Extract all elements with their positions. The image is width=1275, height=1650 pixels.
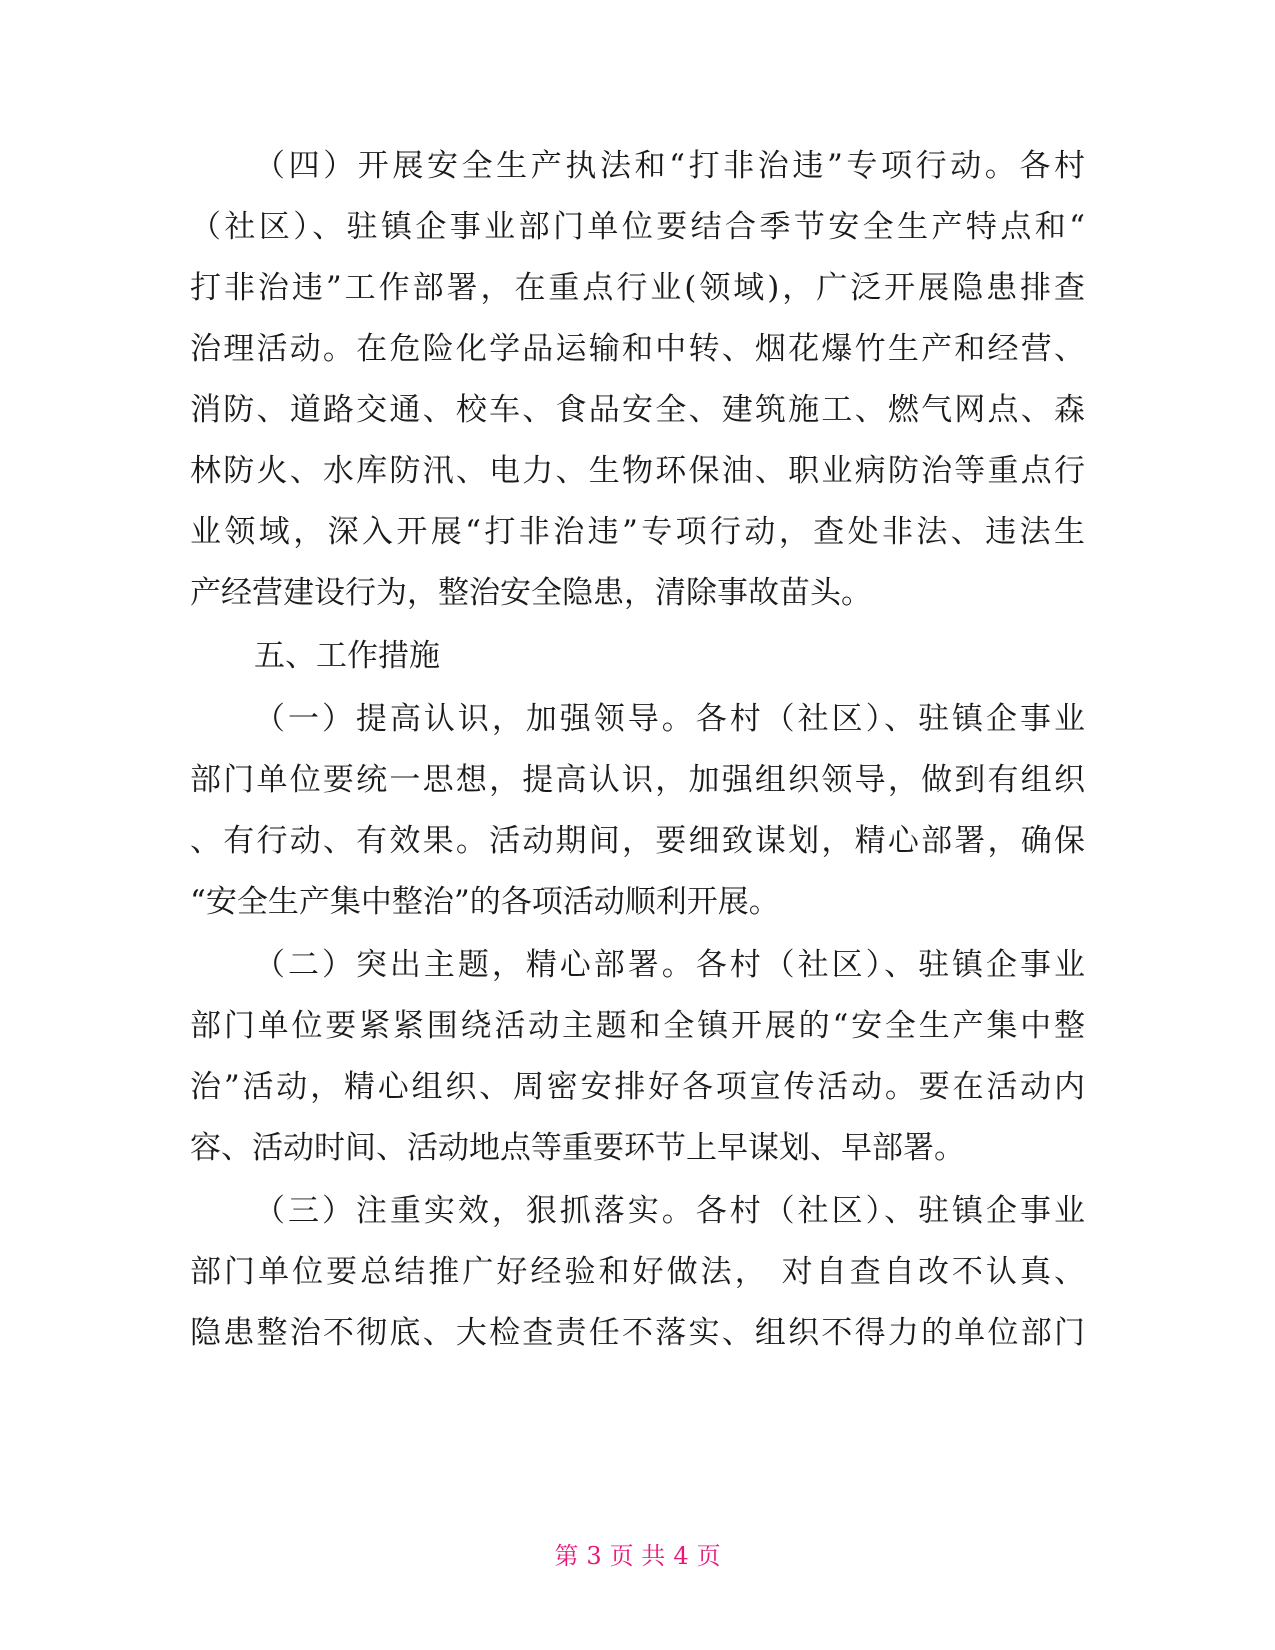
paragraph-line: 部门单位要总结推广好经验和好做法， 对自查自改不认真、 [190, 1254, 1085, 1290]
paragraph-line: 业领域，深入开展“打非治违”专项行动，查处非法、违法生 [190, 514, 1085, 550]
paragraph-line: 、有行动、有效果。活动期间，要细致谋划，精心部署，确保 [190, 823, 1085, 859]
footer-middle: 页 共 [609, 1542, 666, 1570]
paragraph-line: 部门单位要统一思想，提高认识，加强组织领导，做到有组织 [190, 762, 1085, 798]
paragraph-line: 治”活动，精心组织、周密安排好各项宣传活动。要在活动内 [190, 1069, 1085, 1105]
paragraph-line: 隐患整治不彻底、大检查责任不落实、组织不得力的单位部门 [190, 1315, 1085, 1351]
paragraph-line: （一）提高认识，加强领导。各村（社区）、驻镇企事业 [254, 701, 1085, 737]
footer-prefix: 第 [554, 1542, 579, 1570]
footer-total-pages: 4 [673, 1542, 689, 1570]
paragraph-line: 林防火、水库防汛、电力、生物环保油、职业病防治等重点行 [190, 453, 1085, 489]
paragraph-line: 产经营建设行为，整治安全隐患，清除事故苗头。 [190, 575, 872, 611]
paragraph-line: 容、活动时间、活动地点等重要环节上早谋划、早部署。 [190, 1130, 965, 1166]
paragraph-line: “安全生产集中整治”的各项活动顺利开展。 [190, 884, 780, 920]
footer-suffix: 页 [696, 1542, 721, 1570]
page-footer [0, 1538, 1275, 1574]
paragraph-line: （四）开展安全生产执法和“打非治违”专项行动。各村 [254, 148, 1085, 184]
paragraph-line: （二）突出主题，精心部署。各村（社区）、驻镇企事业 [254, 947, 1085, 983]
section-heading: 五、工作措施 [254, 638, 440, 674]
paragraph-line: 治理活动。在危险化学品运输和中转、烟花爆竹生产和经营、 [190, 331, 1085, 367]
paragraph-line: （社区）、驻镇企事业部门单位要结合季节安全生产特点和“ [190, 209, 1085, 245]
footer-page-number: 3 [586, 1542, 602, 1570]
paragraph-line: 部门单位要紧紧围绕活动主题和全镇开展的“安全生产集中整 [190, 1008, 1085, 1044]
paragraph-line: 消防、道路交通、校车、食品安全、建筑施工、燃气网点、森 [190, 392, 1085, 428]
paragraph-line: 打非治违”工作部署，在重点行业(领域)，广泛开展隐患排查 [190, 270, 1085, 306]
paragraph-line: （三）注重实效，狠抓落实。各村（社区）、驻镇企事业 [254, 1193, 1085, 1229]
